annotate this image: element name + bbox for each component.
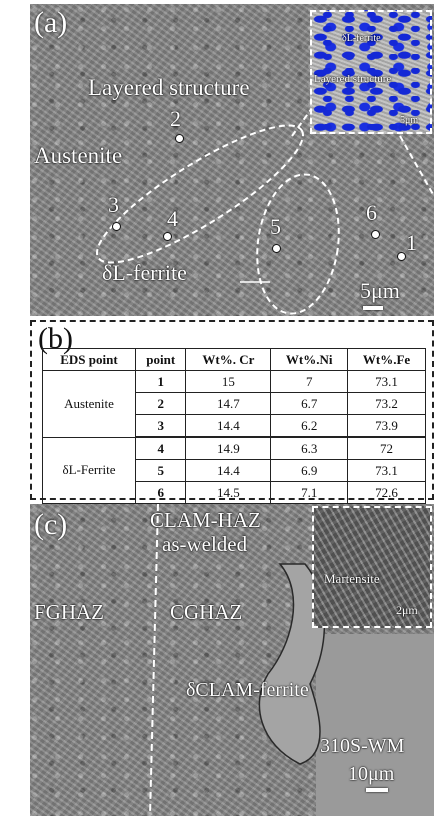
table-row — [43, 371, 426, 393]
header-cr: Wt%. Cr — [186, 349, 271, 371]
eds-point-6-label: 6 — [366, 200, 377, 225]
panel-a-scale-bar — [363, 306, 383, 310]
panel-a-scale-label: 5μm — [360, 278, 400, 303]
eds-point-3-label: 3 — [108, 192, 119, 217]
inset-layered-label: Layered structure — [314, 73, 392, 85]
layered-structure-label: Layered structure — [88, 75, 250, 100]
cghaz-label: CGHAZ — [170, 600, 243, 624]
fghaz-label: FGHAZ — [34, 600, 105, 624]
clam-haz-label: CLAM-HAZ — [150, 508, 261, 532]
row-fe: 73.1 — [348, 460, 426, 482]
row-fe: 73.1 — [348, 371, 426, 393]
table-row — [43, 437, 426, 460]
header-point: point — [135, 349, 185, 371]
panel-c-scale-bar — [366, 788, 388, 792]
row-fe: 73.2 — [348, 393, 426, 415]
austenite-label: Austenite — [34, 143, 123, 168]
row-ni: 6.2 — [271, 415, 348, 438]
row-cr: 14.4 — [186, 460, 271, 482]
panel-b-eds-table — [30, 320, 434, 500]
weld-metal-label: 310S-WM — [320, 735, 405, 757]
eds-point-6 — [371, 230, 380, 239]
panel-a-micrograph — [30, 4, 434, 316]
row-point: 6 — [135, 482, 185, 504]
row-fe: 72.6 — [348, 482, 426, 504]
panel-c-micrograph — [30, 504, 434, 816]
header-ni: Wt%.Ni — [271, 349, 348, 371]
row-point: 3 — [135, 415, 185, 438]
inset-ferrite-label: δL-ferrite — [342, 33, 381, 44]
eds-point-3 — [112, 222, 121, 231]
row-cr: 14.9 — [186, 437, 271, 460]
as-welded-label: as-welded — [162, 532, 248, 556]
clam-ferrite-label: δCLAM-ferrite — [186, 679, 309, 701]
header-eds-point: EDS point — [43, 349, 136, 371]
row-ni: 7.1 — [271, 482, 348, 504]
panel-c-letter: (c) — [34, 508, 68, 541]
row-ni: 6.3 — [271, 437, 348, 460]
row-ni: 7 — [271, 371, 348, 393]
eds-point-2-label: 2 — [170, 106, 181, 131]
row-cr: 14.7 — [186, 393, 271, 415]
eds-point-1 — [397, 252, 406, 261]
header-fe: Wt%.Fe — [348, 349, 426, 371]
row-fe: 73.9 — [348, 415, 426, 438]
eds-point-1-label: 1 — [406, 230, 417, 255]
martensite-inset — [312, 506, 432, 628]
eds-table — [42, 348, 426, 504]
ferrite-distribution-inset — [310, 10, 432, 134]
panel-b-letter: (b) — [38, 322, 73, 355]
row-ni: 6.7 — [271, 393, 348, 415]
martensite-label: Martensite — [324, 571, 380, 586]
eds-point-4 — [163, 232, 172, 241]
eds-point-5-label: 5 — [270, 214, 281, 239]
row-cr: 14.4 — [186, 415, 271, 438]
ferrite-label: δL-ferrite — [102, 260, 187, 285]
row-point: 5 — [135, 460, 185, 482]
row-fe: 72 — [348, 437, 426, 460]
table-header-row — [43, 349, 426, 371]
inset-scale-label: 5μm — [400, 115, 419, 126]
panel-c-scale-label: 10μm — [348, 763, 395, 785]
row-point: 1 — [135, 371, 185, 393]
panel-a-letter: (a) — [34, 6, 68, 39]
row-point: 2 — [135, 393, 185, 415]
row-ni: 6.9 — [271, 460, 348, 482]
eds-point-4-label: 4 — [167, 206, 178, 231]
eds-point-2 — [175, 134, 184, 143]
martensite-scale-label: 2μm — [396, 603, 418, 617]
row-cr: 15 — [186, 371, 271, 393]
eds-point-5 — [272, 244, 281, 253]
group-austenite: Austenite — [43, 371, 136, 438]
group-ferrite: δL-Ferrite — [43, 437, 136, 504]
row-point: 4 — [135, 437, 185, 460]
row-cr: 14.5 — [186, 482, 271, 504]
